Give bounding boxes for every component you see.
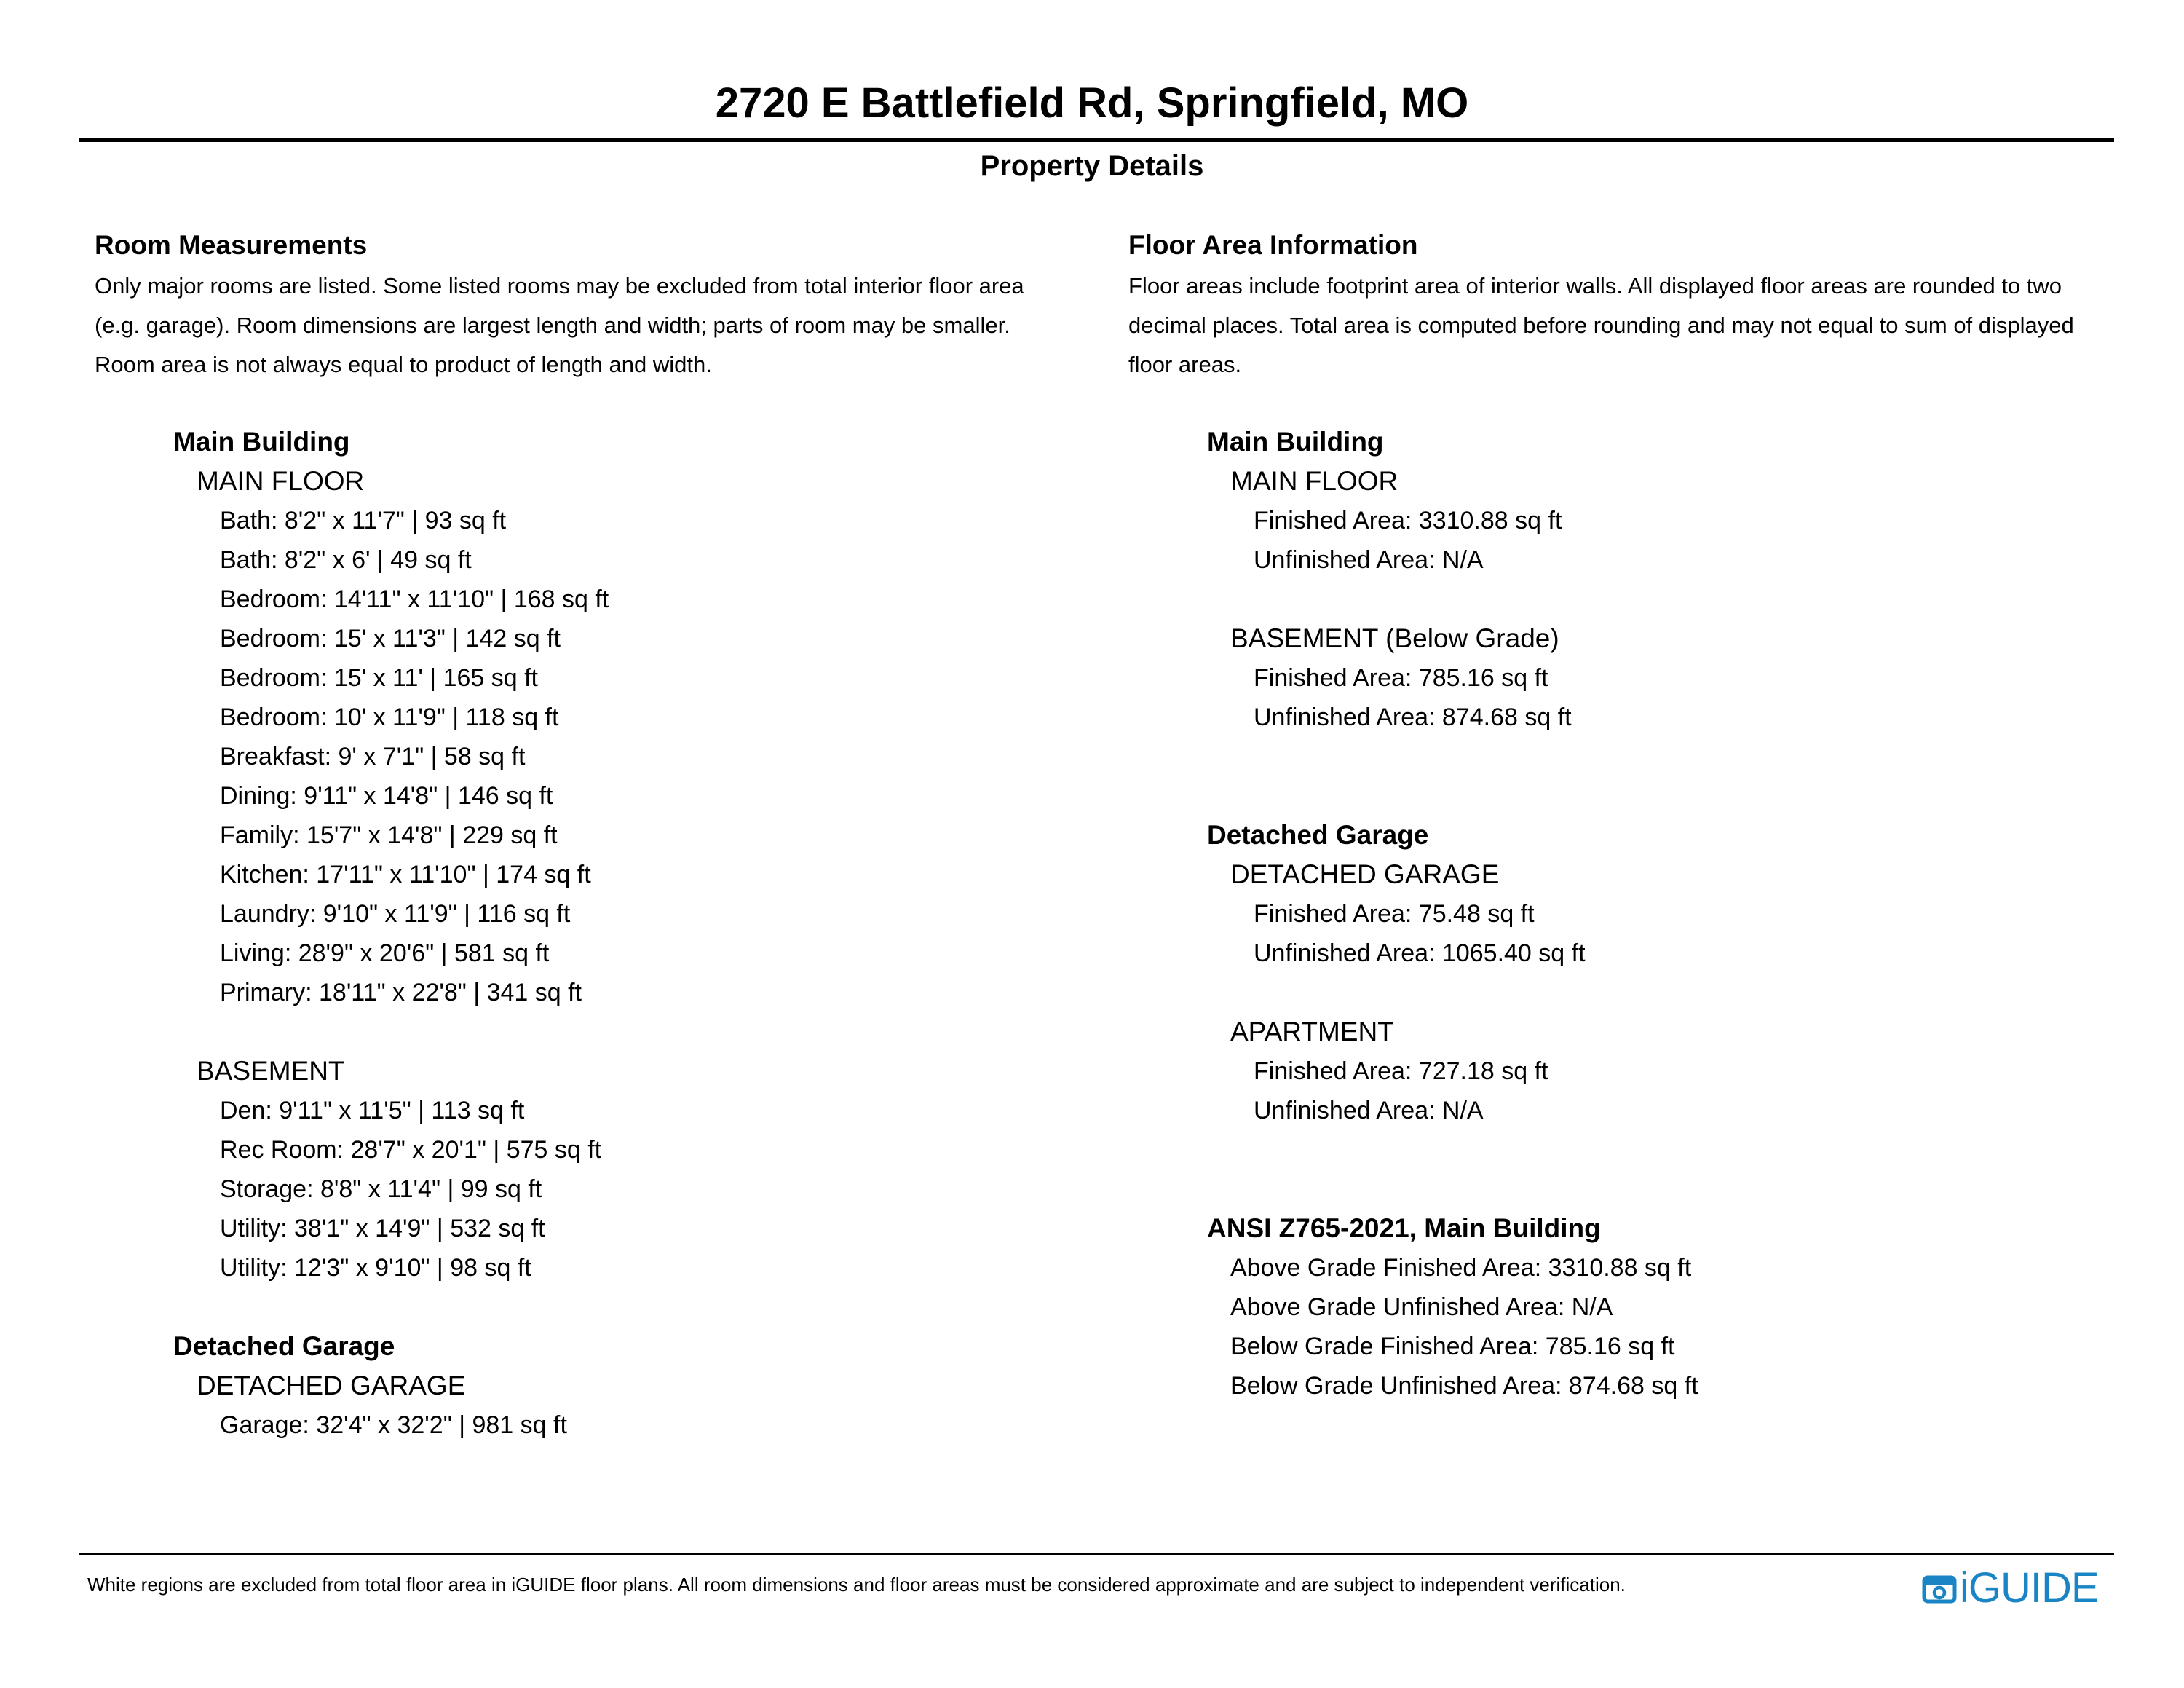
room-row: Primary: 18'11" x 22'8" | 341 sq ft: [220, 979, 582, 1006]
room-measurements-section: [95, 229, 1070, 384]
room-row: Utility: 12'3" x 9'10" | 98 sq ft: [220, 1254, 531, 1282]
finished-area: Finished Area: 75.48 sq ft: [1254, 900, 1535, 928]
floor-area-section: [1128, 229, 2133, 384]
floor-name: MAIN FLOOR: [1230, 466, 1398, 496]
floor-name: BASEMENT: [197, 1056, 345, 1086]
building-name: Main Building: [1207, 427, 1384, 457]
ansi-row: Below Grade Unfinished Area: 874.68 sq ft: [1230, 1372, 1698, 1400]
description-line: (e.g. garage). Room dimensions are largest length and width; parts of room may be smaller.: [95, 312, 1010, 338]
unfinished-area: Unfinished Area: 1065.40 sq ft: [1254, 939, 1586, 967]
unfinished-area: Unfinished Area: 874.68 sq ft: [1254, 703, 1572, 731]
floor-name: MAIN FLOOR: [197, 466, 365, 496]
room-row: Garage: 32'4" x 32'2" | 981 sq ft: [220, 1411, 567, 1439]
building-name: Main Building: [173, 427, 350, 457]
room-measurements-description: [95, 267, 1070, 384]
iguide-logo: [1922, 1566, 2099, 1611]
finished-area: Finished Area: 727.18 sq ft: [1254, 1057, 1548, 1085]
unfinished-area: Unfinished Area: N/A: [1254, 546, 1484, 574]
floor-name: BASEMENT (Below Grade): [1230, 623, 1559, 653]
room-row: Living: 28'9" x 20'6" | 581 sq ft: [220, 939, 550, 967]
room-row: Bedroom: 15' x 11' | 165 sq ft: [220, 664, 538, 692]
header-rule: [79, 138, 2114, 142]
room-row: Dining: 9'11" x 14'8" | 146 sq ft: [220, 782, 553, 810]
ansi-row: Below Grade Finished Area: 785.16 sq ft: [1230, 1333, 1675, 1360]
description-line: Only major rooms are listed. Some listed rooms may be excluded from total interior floor area: [95, 273, 1024, 299]
floor-name: DETACHED GARAGE: [1230, 859, 1500, 889]
footer-disclaimer: White regions are excluded from total floor area in iGUIDE floor plans. All room dimensions and floor areas must be considered approximate and are subject to independent verification.: [87, 1574, 1626, 1596]
ansi-row: Above Grade Finished Area: 3310.88 sq ft: [1230, 1254, 1692, 1282]
finished-area: Finished Area: 3310.88 sq ft: [1254, 507, 1562, 535]
floor-area-list: [1207, 422, 1698, 1405]
room-row: Breakfast: 9' x 7'1" | 58 sq ft: [220, 743, 526, 770]
description-line: floor areas.: [1128, 352, 1242, 377]
room-row: Storage: 8'8" x 11'4" | 99 sq ft: [220, 1175, 542, 1203]
room-row: Bedroom: 14'11" x 11'10" | 168 sq ft: [220, 585, 609, 613]
description-line: decimal places. Total area is computed before rounding and may not equal to sum of displayed: [1128, 312, 2074, 338]
finished-area: Finished Area: 785.16 sq ft: [1254, 664, 1548, 692]
room-row: Bedroom: 10' x 11'9" | 118 sq ft: [220, 703, 559, 731]
logo-text: iGUIDE: [1960, 1564, 2099, 1612]
page-title: 2720 E Battlefield Rd, Springfield, MO: [715, 79, 1469, 127]
room-row: Den: 9'11" x 11'5" | 113 sq ft: [220, 1097, 525, 1124]
room-row: Kitchen: 17'11" x 11'10" | 174 sq ft: [220, 861, 591, 888]
ansi-heading: ANSI Z765-2021, Main Building: [1207, 1213, 1601, 1243]
room-row: Bedroom: 15' x 11'3" | 142 sq ft: [220, 625, 561, 652]
camera-icon: [1922, 1571, 1957, 1606]
floor-name: APARTMENT: [1230, 1017, 1394, 1046]
room-row: Family: 15'7" x 14'8" | 229 sq ft: [220, 821, 558, 849]
room-measurements-heading: Room Measurements: [95, 230, 368, 260]
ansi-row: Above Grade Unfinished Area: N/A: [1230, 1293, 1613, 1321]
floor-area-heading: Floor Area Information: [1128, 230, 1418, 260]
room-row: Bath: 8'2" x 6' | 49 sq ft: [220, 546, 472, 574]
building-name: Detached Garage: [1207, 820, 1429, 850]
floor-name: DETACHED GARAGE: [197, 1370, 466, 1400]
room-row: Utility: 38'1" x 14'9" | 532 sq ft: [220, 1215, 545, 1242]
description-line: Room area is not always equal to product of length and width.: [95, 352, 712, 377]
room-row: Bath: 8'2" x 11'7" | 93 sq ft: [220, 507, 507, 535]
floor-area-description: [1128, 267, 2133, 384]
page-subtitle: Property Details: [980, 150, 1204, 182]
footer-rule: [79, 1553, 2114, 1555]
room-row: Laundry: 9'10" x 11'9" | 116 sq ft: [220, 900, 571, 928]
unfinished-area: Unfinished Area: N/A: [1254, 1097, 1484, 1124]
building-name: Detached Garage: [173, 1331, 395, 1361]
room-measurements-list: [173, 422, 609, 1445]
room-row: Rec Room: 28'7" x 20'1" | 575 sq ft: [220, 1136, 602, 1164]
description-line: Floor areas include footprint area of interior walls. All displayed floor areas are rounded to two: [1128, 273, 2062, 299]
